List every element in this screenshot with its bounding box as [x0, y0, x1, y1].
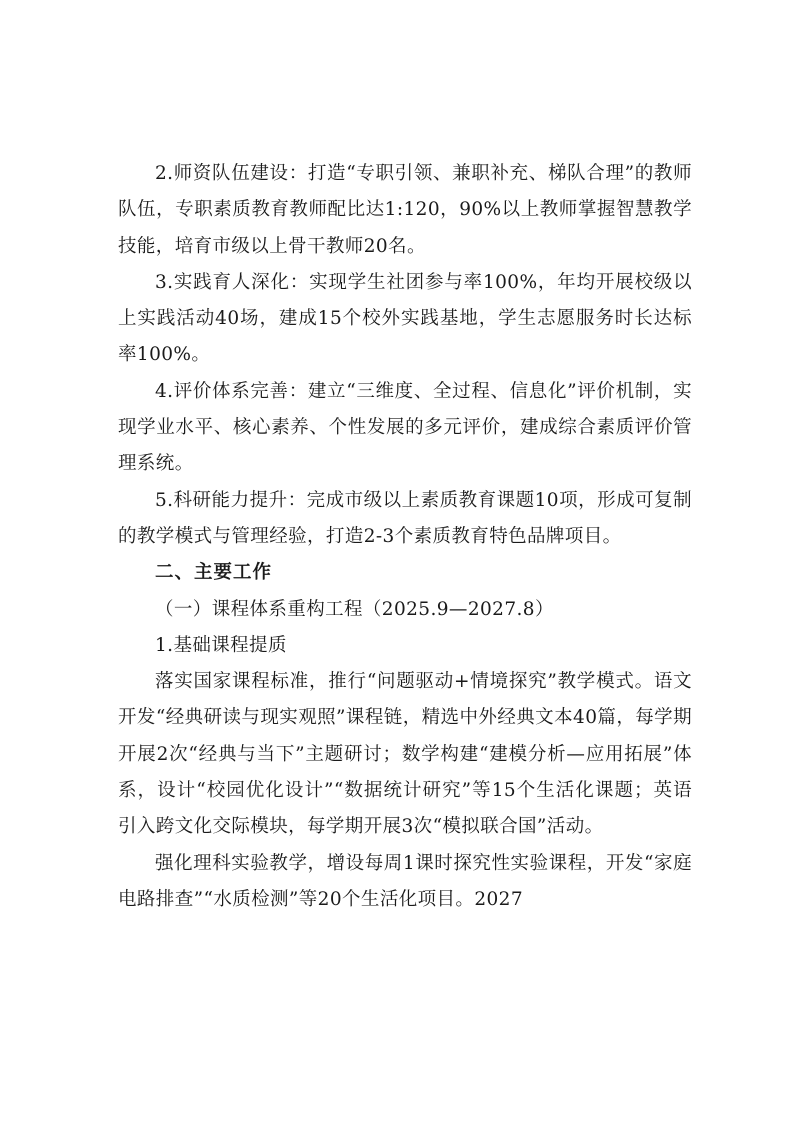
paragraph-teacher-team: 2.师资队伍建设：打造“专职引领、兼职补充、梯队合理”的教师队伍，专职素质教育教师配比达1:120，90%以上教师掌握智慧教学技能，培育市级以上骨干教师20名。 [118, 163, 692, 257]
paragraph-national-standards: 落实国家课程标准，推行“问题驱动+情境探究”教学模式。语文开发“经典研读与现实观照”课程链，精选中外经典文本40篇，每学期开展2次“经典与当下”主题研讨；数学构建“建模分析—应用拓展”体系，设计“校园优化设计”“数据统计研究”等15个生活化课题；英语引入跨文化交际模块，每学期开展3次“模拟联合国”活动。 [118, 671, 692, 838]
document-body [118, 156, 692, 918]
paragraph-research-ability: 5.科研能力提升：完成市级以上素质教育课题10项，形成可复制的教学模式与管理经验，打造2-3个素质教育特色品牌项目。 [118, 489, 692, 547]
paragraph-evaluation-system: 4.评价体系完善：建立“三维度、全过程、信息化”评价机制，实现学业水平、核心素养、个性发展的多元评价，建成综合素质评价管理系统。 [118, 380, 692, 475]
paragraph-practice-education: 3.实践育人深化：实现学生社团参与率100%，年均开展校级以上实践活动40场，建成15个校外实践基地，学生志愿服务时长达标率100%。 [118, 271, 692, 366]
item-basic-curriculum: 1.基础课程提质 [155, 634, 287, 656]
subsection-curriculum-reconstruction: （一）课程体系重构工程（2025.9—2027.8） [155, 598, 554, 620]
section-heading-main-work: 二、主要工作 [155, 562, 273, 584]
paragraph-science-experiments: 强化理科实验教学，增设每周1课时探究性实验课程，开发“家庭电路排查”“水质检测”等20个生活化项目。2027 [118, 852, 692, 910]
